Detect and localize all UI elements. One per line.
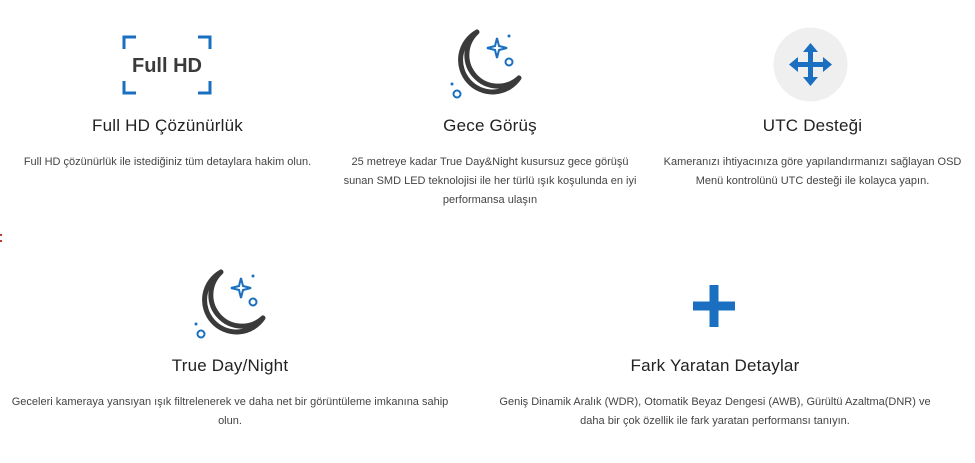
feature-full-hd (10, 0, 325, 230)
feature-title: UTC Desteği (762, 116, 863, 135)
feature-utc (660, 0, 965, 230)
moon-stars-icon (191, 266, 273, 342)
feature-title: True Day/Night (171, 356, 289, 375)
plus-icon (691, 283, 737, 329)
feature-extra-details (480, 255, 950, 455)
feature-description: 25 metreye kadar True Day&Night kusursuz gece görüşü sunan SMD LED teknolojisi ile her türlü ışık koşulunda en iyi performansa ulaşın (343, 156, 637, 206)
full-hd-icon (122, 35, 214, 95)
feature-description: Full HD çözünürlük ile istediğiniz tüm detaylara hakim olun. (23, 156, 312, 168)
feature-title: Full HD Çözünürlük (92, 116, 243, 135)
feature-description: Kameranızı ihtiyacınıza göre yapılandırmanızı sağlayan OSD Menü kontrolünü UTC desteği ile kolayca yapın. (663, 156, 962, 187)
feature-description: Geceleri kameraya yansıyan ışık filtrelenerek ve daha net bir görüntüleme imkanına sahip olun. (11, 396, 449, 427)
feature-true-day-night (5, 255, 455, 455)
edge-decoration (0, 234, 3, 244)
feature-title: Fark Yaratan Detaylar (630, 356, 800, 375)
full-hd-icon-text: Full HD (132, 55, 202, 77)
feature-night-vision (335, 0, 645, 230)
feature-title: Gece Görüş (443, 116, 537, 135)
moon-stars-icon (447, 26, 529, 102)
feature-description: Geniş Dinamik Aralık (WDR), Otomatik Beyaz Dengesi (AWB), Gürültü Azaltma(DNR) ve daha bir çok özellik ile fark yaratan performansı tanıyın. (499, 396, 931, 427)
move-arrows-icon (773, 27, 848, 102)
